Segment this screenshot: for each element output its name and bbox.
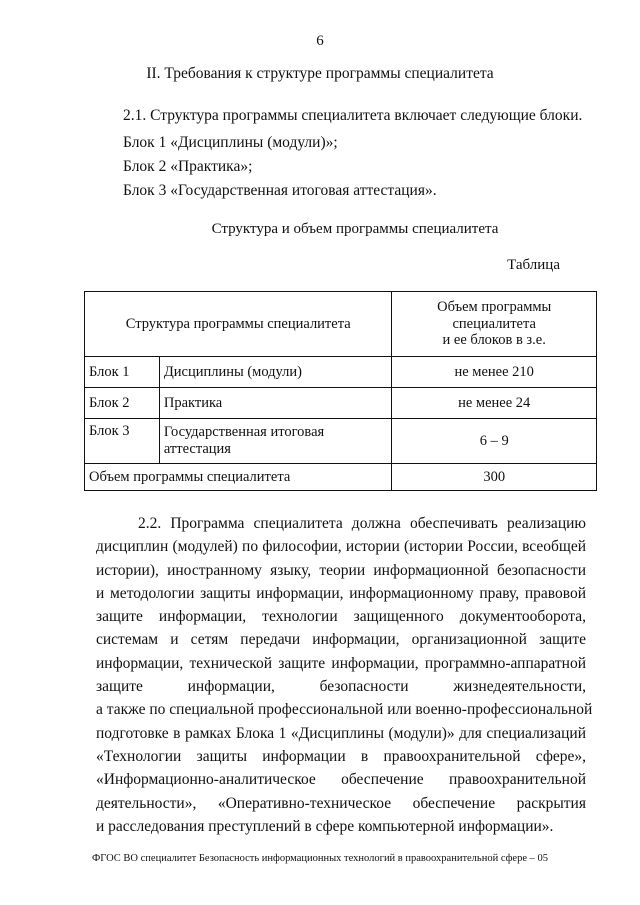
block-1-line: Блок 1 «Дисциплины (модули)»; xyxy=(123,134,338,151)
paragraph-line: информации, технической защите информации, программно-аппаратной xyxy=(96,654,586,672)
block-2-line: Блок 2 «Практика»; xyxy=(123,158,253,175)
header-volume-line: специалитета xyxy=(452,315,536,332)
table-row xyxy=(85,357,597,388)
table-caption: Структура и объем программы специалитета xyxy=(211,221,499,237)
header-volume-line: Объем программы xyxy=(437,298,552,315)
paragraph-line: 2.2. Программа специалитета должна обеспечивать реализацию xyxy=(138,515,586,532)
header-volume-cell xyxy=(392,292,597,357)
page-number: 6 xyxy=(316,33,324,49)
paragraph-line: дисциплин (модулей) по философии, истории (истории России, всеобщей xyxy=(96,538,586,556)
block-cell: Блок 3 xyxy=(85,419,160,464)
total-value-cell: 300 xyxy=(392,464,597,491)
total-label-cell: Объем программы специалитета xyxy=(85,464,392,491)
block-name-cell xyxy=(159,419,392,464)
header-structure-cell: Структура программы специалитета xyxy=(85,292,392,357)
table-row xyxy=(85,419,597,464)
table-label: Таблица xyxy=(507,257,560,273)
paragraph-line: и расследования преступлений в сфере компьютерной информации». xyxy=(96,817,554,835)
block-value-cell: 6 – 9 xyxy=(392,419,597,464)
paragraph-line: системам и сетям передачи информации, организационной защите xyxy=(96,631,586,649)
block-3-line: Блок 3 «Государственная итоговая аттестация». xyxy=(123,182,437,199)
footer-note: ФГОС ВО специалитет Безопасность информационных технологий в правоохранительной сфере – 05 xyxy=(91,853,548,864)
block-cell: Блок 1 xyxy=(85,357,160,388)
paragraph-line: «Технологии защиты информации в правоохранительной сфере», xyxy=(96,747,586,765)
header-volume-line: и ее блоков в з.е. xyxy=(442,332,546,349)
block-name-line: аттестация xyxy=(163,441,231,457)
section-heading: II. Требования к структуре программы специалитета xyxy=(146,65,494,82)
paragraph-line: «Информационно-аналитическое обеспечение правоохранительной xyxy=(96,771,586,789)
paragraph-line: защите информации, технологии защищенного документооборота, xyxy=(96,608,586,626)
table-header-row xyxy=(85,292,597,357)
paragraph-line: а также по специальной профессиональной или военно-профессиональной xyxy=(96,701,593,719)
paragraph-line: деятельности», «Оперативно-техническое обеспечение раскрытия xyxy=(96,794,586,812)
block-value-cell: не менее 24 xyxy=(392,388,597,419)
paragraph-line: истории), иностранному языку, теории информационной безопасности xyxy=(96,561,586,579)
table-total-row xyxy=(85,464,597,491)
block-name-cell: Дисциплины (модули) xyxy=(159,357,392,388)
paragraph-line: защите информации, безопасности жизнедеятельности, xyxy=(96,678,586,696)
paragraph-line: и методологии защиты информации, информационному праву, правовой xyxy=(96,584,586,602)
paragraph-line: подготовке в рамках Блока 1 «Дисциплины (модули)» для специализаций xyxy=(96,724,586,742)
block-name-cell: Практика xyxy=(159,388,392,419)
block-value-cell: не менее 210 xyxy=(392,357,597,388)
structure-table xyxy=(84,291,597,491)
block-name-line: Государственная итоговая xyxy=(163,424,325,441)
table-row xyxy=(85,388,597,419)
block-cell: Блок 2 xyxy=(85,388,160,419)
paragraph-2-2 xyxy=(96,512,593,838)
paragraph-2-1: 2.1. Структура программы специалитета включает следующие блоки. xyxy=(123,107,583,124)
